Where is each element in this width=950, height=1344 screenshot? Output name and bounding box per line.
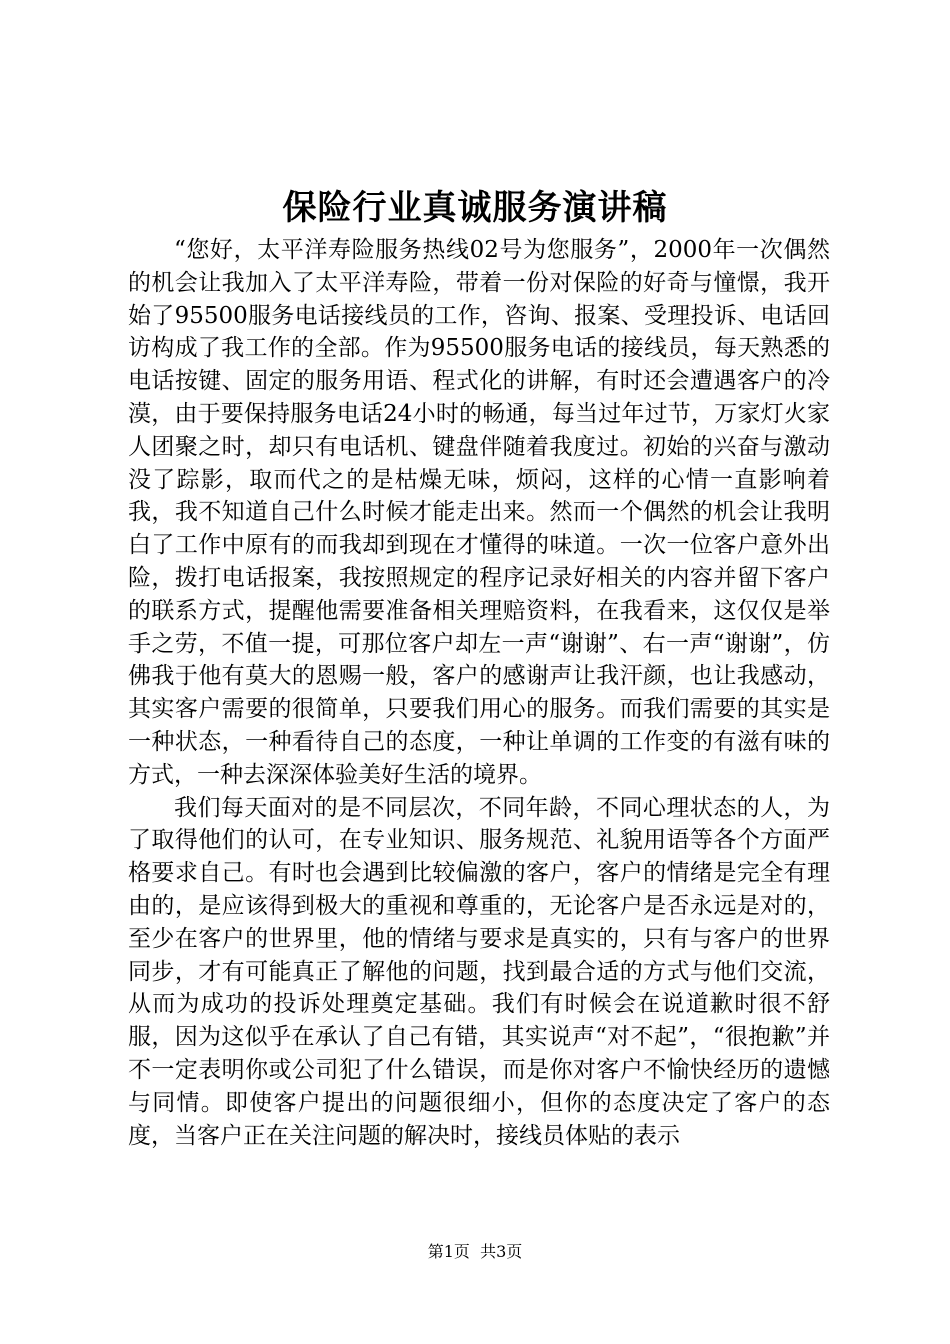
paragraph: “您好，太平洋寿险服务热线02号为您服务”，2000年一次偶然的机会让我加入了太平洋寿险，带着一份对保险的好奇与憧憬，我开始了95500服务电话接线员的工作，咨询、报案、受理投诉、电话回访构成了我工作的全部。作为95500服务电话的接线员，每天熟悉的电话按键、固定的服务用语、程式化的讲解，有时还会遭遇客户的冷漠，由于要保持服务电话24小时的畅通，每当过年过节，万家灯火家人团聚之时，却只有电话机、键盘伴随着我度过。初始的兴奋与激动没了踪影，取而代之的是枯燥无味，烦闷，这样的心情一直影响着我，我不知道自己什么时候才能走出来。然而一个偶然的机会让我明白了工作中原有的而我却到现在才懂得的味道。一次一位客户意外出险，拨打电话报案，我按照规定的程序记录好相关的内容并留下客户的联系方式，提醒他需要准备相关理赔资料，在我看来，这仅仅是举手之劳，不值一提，可那位客户却左一声“谢谢”、右一声“谢谢”，仿佛我于他有莫大的恩赐一般，客户的感谢声让我汗颜，也让我感动，其实客户需要的很简单，只要我们用心的服务。而我们需要的其实是一种状态，一种看待自己的态度，一种让单调的工作变的有滋有味的方式，一种去深深体验美好生活的境界。 xyxy=(128,237,830,788)
paragraph: 我们每天面对的是不同层次，不同年龄，不同心理状态的人，为了取得他们的认可，在专业知识、服务规范、礼貌用语等各个方面严格要求自己。有时也会遇到比较偏激的客户，客户的情绪是完全有理由的，是应该得到极大的重视和尊重的，无论客户是否永远是对的，至少在客户的世界里，他的情绪与要求是真实的，只有与客户的世界同步，才有可能真正了解他的问题，找到最合适的方式与他们交流，从而为成功的投诉处理奠定基础。我们有时候会在说道歉时很不舒服，因为这似乎在承认了自己有错，其实说声“对不起”，“很抱歉”并不一定表明你或公司犯了什么错误，而是你对客户不愉快经历的遗憾与同情。即使客户提出的问题很细小，但你的态度决定了客户的态度，当客户正在关注问题的解决时，接线员体贴的表示 xyxy=(128,794,830,1149)
page-total: 共3页 xyxy=(480,1242,523,1261)
page-footer xyxy=(0,1242,950,1262)
page-number: 第1页 xyxy=(427,1242,470,1261)
document-title: 保险行业真诚服务演讲稿 xyxy=(282,188,668,228)
document-body xyxy=(128,234,830,1152)
